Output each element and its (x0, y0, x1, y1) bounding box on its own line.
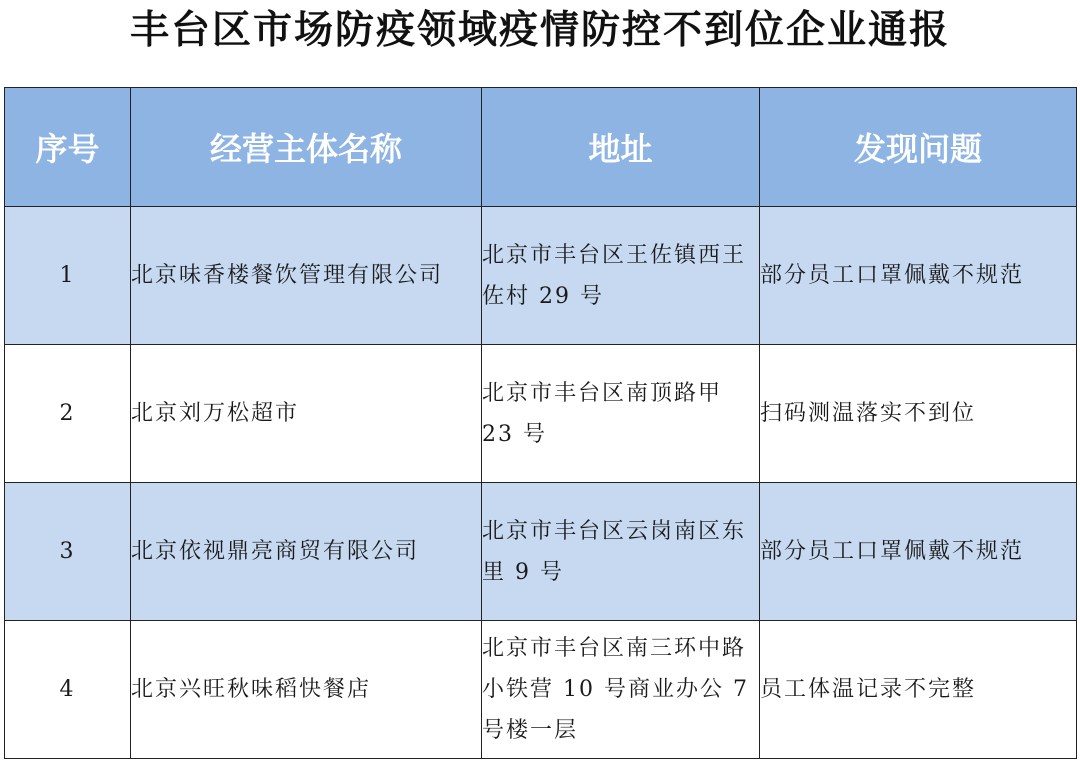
table-row (5, 207, 1077, 345)
cell-address: 北京市丰台区王佐镇西王佐村 29 号 (482, 207, 760, 345)
cell-issue-found: 部分员工口罩佩戴不规范 (760, 483, 1077, 621)
header-business-name: 经营主体名称 (131, 88, 482, 207)
table-row (5, 345, 1077, 483)
cell-serial-number: 2 (5, 345, 131, 483)
enterprise-notice-table (4, 87, 1077, 759)
table-header-row (5, 88, 1077, 207)
cell-business-name: 北京兴旺秋味稻快餐店 (131, 621, 482, 759)
cell-issue-found: 部分员工口罩佩戴不规范 (760, 207, 1077, 345)
cell-business-name: 北京依视鼎亮商贸有限公司 (131, 483, 482, 621)
cell-business-name: 北京味香楼餐饮管理有限公司 (131, 207, 482, 345)
cell-address: 北京市丰台区云岗南区东里 9 号 (482, 483, 760, 621)
cell-issue-found: 扫码测温落实不到位 (760, 345, 1077, 483)
header-serial-number: 序号 (5, 88, 131, 207)
cell-issue-found: 员工体温记录不完整 (760, 621, 1077, 759)
cell-business-name: 北京刘万松超市 (131, 345, 482, 483)
cell-address: 北京市丰台区南三环中路小铁营 10 号商业办公 7 号楼一层 (482, 621, 760, 759)
cell-serial-number: 3 (5, 483, 131, 621)
cell-serial-number: 4 (5, 621, 131, 759)
page-title: 丰台区市场防疫领域疫情防控不到位企业通报 (129, 8, 950, 53)
table-row (5, 621, 1077, 759)
header-issue-found: 发现问题 (760, 88, 1077, 207)
cell-address: 北京市丰台区南顶路甲 23 号 (482, 345, 760, 483)
cell-serial-number: 1 (5, 207, 131, 345)
header-address: 地址 (482, 88, 760, 207)
table-row (5, 483, 1077, 621)
